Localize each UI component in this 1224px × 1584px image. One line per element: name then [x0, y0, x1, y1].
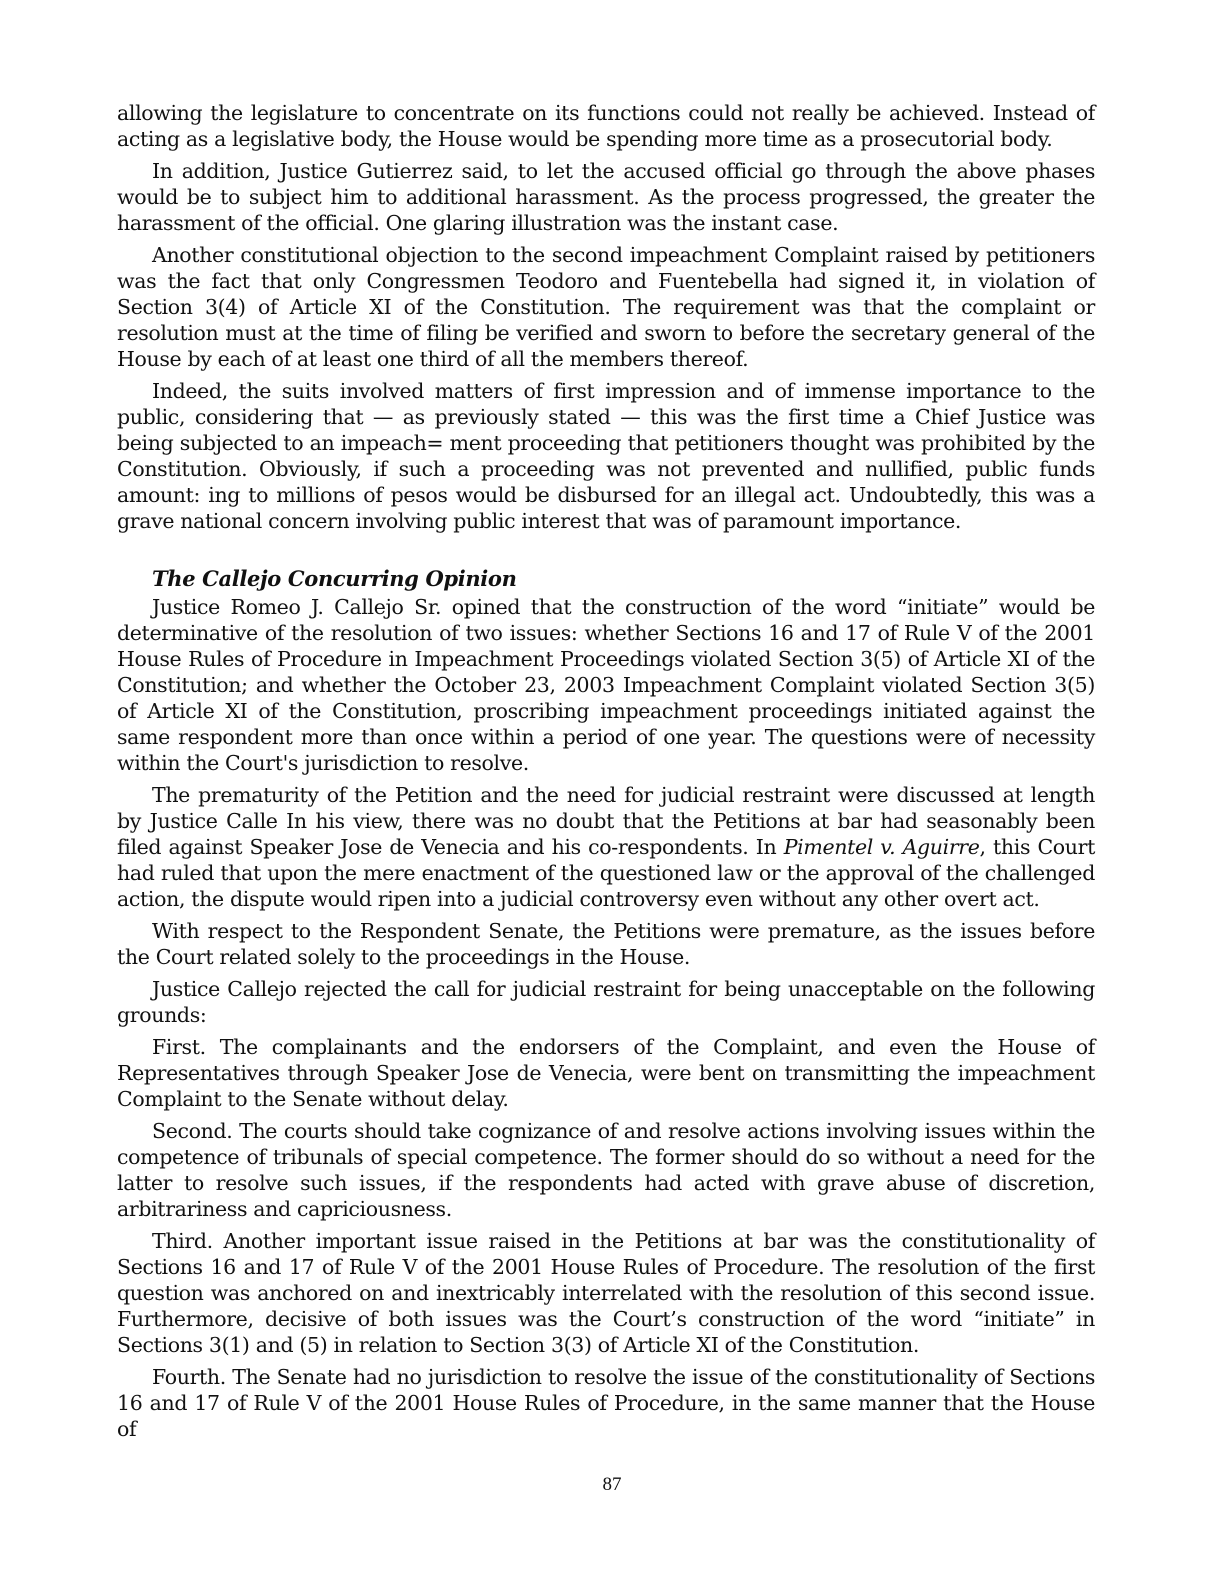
paragraph-prematurity	[117, 782, 1095, 912]
paragraph-gutierrez-harassment: In addition, Justice Gutierrez said, to let the accused official go through the above phases would be to subject him to additional harassment. As the process progressed, the greater the harassment of the official. One glaring illustration was the instant case.	[117, 159, 1095, 235]
prematurity-text-after: , this Court had ruled that upon the mere enactment of the questioned law or the approval of the challenged action, the dispute would ripen into a judicial controversy even without any other overt act.	[117, 835, 1095, 911]
paragraph-constitutional-objection: Another constitutional objection to the second impeachment Complaint raised by petitioners was the fact that only Congressmen Teodoro and Fuentebella had signed it, in violation of Section 3(4) of Article XI of the Constitution. The requirement was that the complaint or resolution must at the time of filing be verified and sworn to before the secretary general of the House by each of at least one third of all the members thereof.	[117, 243, 1095, 371]
case-citation: Pimentel v. Aguirre	[783, 835, 980, 859]
paragraph-continuation: allowing the legislature to concentrate on its functions could not really be achieved. Instead of acting as a legislative body, the House would be spending more time as a prosecutorial body.	[117, 101, 1095, 151]
paragraph-ground-third: Third. Another important issue raised in the Petitions at bar was the constitutionality of Sections 16 and 17 of Rule V of the 2001 House Rules of Procedure. The resolution of the first question was anchored on and inextricably interrelated with the resolution of this second issue. Furthermore, decisive of both issues was the Court’s construction of the word “initiate” in Sections 3(1) and (5) in relation to Section 3(3) of Article XI of the Constitution.	[117, 1229, 1095, 1357]
paragraph-callejo-initiate: Justice Romeo J. Callejo Sr. opined that the construction of the word “initiate” would be determinative of the resolution of two issues: whether Sections 16 and 17 of Rule V of the 2001 House Rules of Procedure in Impeachment Proceedings violated Section 3(5) of Article XI of the Constitution; and whether the October 23, 2003 Impeachment Complaint violated Section 3(5) of Article XI of the Constitution, proscribing impeachment proceedings initiated against the same respondent more than once within a period of one year. The questions were of necessity within the Court's jurisdiction to resolve.	[117, 595, 1095, 775]
section-heading: The Callejo Concurring Opinion	[152, 566, 517, 591]
paragraph-judicial-restraint: Justice Callejo rejected the call for judicial restraint for being unacceptable on the following grounds:	[117, 977, 1095, 1027]
prematurity-text-before: The prematurity of the Petition and the need for judicial restraint were discussed at length by Justice Calle In his view, there was no doubt that the Petitions at bar had seasonably been filed against Speaker Jose de Venecia and his co-respondents. In	[117, 783, 1095, 859]
paragraph-respondent-senate: With respect to the Respondent Senate, the Petitions were premature, as the issues before the Court related solely to the proceedings in the House.	[117, 919, 1095, 969]
paragraph-first-impression: Indeed, the suits involved matters of first impression and of immense importance to the public, considering that — as previously stated — this was the first time a Chief Justice was being subjected to an impeach= ment proceeding that petitioners thought was prohibited by the Constitution. Obviously, if such a proceeding was not prevented and nullified, public funds amount: ing to millions of pesos would be disbursed for an illegal act. Undoubtedly, this was a grave national concern involving public interest that was of paramount importance.	[117, 379, 1095, 533]
paragraph-ground-first: First. The complainants and the endorsers of the Complaint, and even the House of Representatives through Speaker Jose de Venecia, were bent on transmitting the impeachment Complaint to the Senate without delay.	[117, 1035, 1095, 1111]
paragraph-ground-fourth: Fourth. The Senate had no jurisdiction to resolve the issue of the constitutionality of Sections 16 and 17 of Rule V of the 2001 House Rules of Procedure, in the same manner that the House of	[117, 1365, 1095, 1441]
document-page	[117, 100, 1095, 1448]
paragraph-ground-second: Second. The courts should take cognizance of and resolve actions involving issues within the competence of tribunals of special competence. The former should do so without a need for the latter to resolve such issues, if the respondents had acted with grave abuse of discretion, arbitrariness and capriciousness.	[117, 1119, 1095, 1221]
page-number: 87	[602, 1474, 622, 1495]
